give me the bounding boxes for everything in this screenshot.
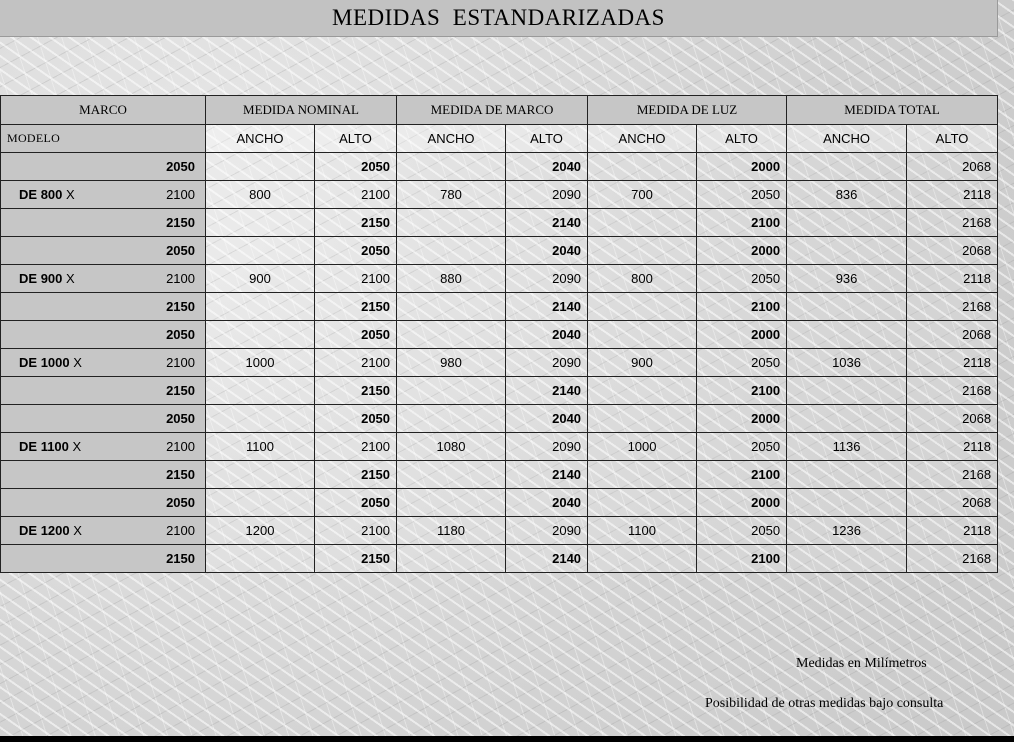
luz-ancho	[588, 461, 697, 489]
luz-ancho	[588, 377, 697, 405]
header-luz-alto: ALTO	[697, 125, 787, 153]
modelo-alto: 2050	[166, 327, 195, 342]
total-ancho	[787, 209, 907, 237]
modelo-cell-content	[1, 209, 205, 236]
marco-alto: 2140	[506, 209, 588, 237]
table-row	[1, 321, 998, 349]
marco-ancho: 880	[397, 265, 506, 293]
group-header-row	[1, 96, 998, 125]
modelo-cell	[1, 265, 206, 293]
table-row	[1, 265, 998, 293]
nominal-alto: 2100	[315, 181, 397, 209]
marco-alto: 2140	[506, 377, 588, 405]
marco-ancho	[397, 405, 506, 433]
luz-ancho: 900	[588, 349, 697, 377]
nominal-ancho: 1100	[206, 433, 315, 461]
total-ancho	[787, 237, 907, 265]
luz-ancho	[588, 405, 697, 433]
modelo-alto: 2050	[166, 411, 195, 426]
modelo-size: 1200	[40, 523, 70, 538]
modelo-alto: 2050	[166, 159, 195, 174]
modelo-alto: 2150	[166, 383, 195, 398]
table-row	[1, 405, 998, 433]
nominal-alto: 2150	[315, 209, 397, 237]
total-ancho	[787, 321, 907, 349]
modelo-cell-content	[1, 153, 205, 180]
header-medida-nominal: MEDIDA NOMINAL	[206, 96, 397, 125]
modelo-cell	[1, 405, 206, 433]
modelo-cell-content	[1, 517, 205, 544]
modelo-cell	[1, 209, 206, 237]
header-total-alto: ALTO	[907, 125, 998, 153]
table-row	[1, 545, 998, 573]
modelo-cell	[1, 237, 206, 265]
marco-alto: 2090	[506, 517, 588, 545]
luz-ancho	[588, 209, 697, 237]
modelo-x: X	[72, 439, 82, 454]
luz-ancho: 1000	[588, 433, 697, 461]
nominal-ancho: 1000	[206, 349, 315, 377]
nominal-alto: 2050	[315, 153, 397, 181]
table-body	[1, 96, 998, 573]
luz-alto: 2050	[697, 517, 787, 545]
luz-alto: 2000	[697, 405, 787, 433]
modelo-cell-content	[1, 237, 205, 264]
total-alto: 2168	[907, 209, 998, 237]
modelo-alto: 2100	[166, 355, 195, 370]
marco-alto: 2090	[506, 265, 588, 293]
modelo-cell-content	[1, 405, 205, 432]
modelo-name	[19, 187, 75, 202]
bottom-bar	[0, 736, 1014, 742]
table-row	[1, 489, 998, 517]
marco-ancho	[397, 321, 506, 349]
table-row	[1, 433, 998, 461]
luz-ancho: 800	[588, 265, 697, 293]
header-medida-de-luz: MEDIDA DE LUZ	[588, 96, 787, 125]
total-alto: 2168	[907, 545, 998, 573]
marco-alto: 2040	[506, 321, 588, 349]
marco-alto: 2090	[506, 433, 588, 461]
nominal-ancho	[206, 545, 315, 573]
marco-ancho: 1180	[397, 517, 506, 545]
table-row	[1, 153, 998, 181]
modelo-cell	[1, 181, 206, 209]
nominal-alto: 2150	[315, 377, 397, 405]
luz-alto: 2100	[697, 209, 787, 237]
nominal-alto: 2100	[315, 517, 397, 545]
total-alto: 2118	[907, 517, 998, 545]
total-alto: 2118	[907, 349, 998, 377]
modelo-cell-content	[1, 265, 205, 292]
modelo-cell	[1, 349, 206, 377]
table-row	[1, 349, 998, 377]
marco-alto: 2040	[506, 237, 588, 265]
modelo-x: X	[73, 355, 82, 370]
luz-alto: 2100	[697, 545, 787, 573]
luz-alto: 2100	[697, 377, 787, 405]
header-medida-total: MEDIDA TOTAL	[787, 96, 998, 125]
nominal-ancho	[206, 209, 315, 237]
modelo-cell	[1, 377, 206, 405]
nominal-alto: 2050	[315, 321, 397, 349]
header-total-ancho: ANCHO	[787, 125, 907, 153]
total-alto: 2068	[907, 321, 998, 349]
header-luz-ancho: ANCHO	[588, 125, 697, 153]
table-row	[1, 377, 998, 405]
nominal-alto: 2150	[315, 293, 397, 321]
modelo-cell-content	[1, 349, 205, 376]
nominal-ancho	[206, 293, 315, 321]
sub-header-row	[1, 125, 998, 153]
modelo-prefix: DE	[19, 355, 38, 370]
total-alto: 2168	[907, 377, 998, 405]
luz-alto: 2000	[697, 237, 787, 265]
modelo-cell-content	[1, 293, 205, 320]
modelo-cell	[1, 489, 206, 517]
total-alto: 2068	[907, 489, 998, 517]
modelo-size: 800	[40, 187, 63, 202]
nominal-ancho: 1200	[206, 517, 315, 545]
modelo-alto: 2050	[166, 495, 195, 510]
modelo-cell	[1, 545, 206, 573]
total-ancho	[787, 461, 907, 489]
modelo-alto: 2150	[166, 215, 195, 230]
nominal-alto: 2100	[315, 349, 397, 377]
marco-alto: 2040	[506, 153, 588, 181]
luz-alto: 2050	[697, 265, 787, 293]
total-ancho: 1036	[787, 349, 907, 377]
page-title: MEDIDAS ESTANDARIZADAS	[332, 5, 665, 30]
marco-ancho	[397, 293, 506, 321]
modelo-name	[19, 523, 82, 538]
marco-ancho	[397, 489, 506, 517]
modelo-alto: 2050	[166, 243, 195, 258]
luz-ancho: 700	[588, 181, 697, 209]
modelo-cell	[1, 293, 206, 321]
total-alto: 2068	[907, 405, 998, 433]
modelo-cell	[1, 153, 206, 181]
nominal-ancho	[206, 461, 315, 489]
modelo-size: 1000	[40, 355, 70, 370]
table-row	[1, 293, 998, 321]
marco-ancho	[397, 377, 506, 405]
total-ancho	[787, 153, 907, 181]
modelo-alto: 2150	[166, 551, 195, 566]
luz-ancho	[588, 153, 697, 181]
luz-ancho	[588, 237, 697, 265]
header-medida-de-marco: MEDIDA DE MARCO	[397, 96, 588, 125]
luz-alto: 2050	[697, 181, 787, 209]
measurements-table	[0, 95, 998, 573]
modelo-prefix: DE	[19, 271, 38, 286]
luz-alto: 2050	[697, 433, 787, 461]
modelo-cell-content	[1, 461, 205, 488]
marco-ancho	[397, 209, 506, 237]
modelo-name	[19, 355, 82, 370]
modelo-prefix: DE	[19, 439, 38, 454]
marco-ancho	[397, 545, 506, 573]
modelo-cell-content	[1, 377, 205, 404]
total-ancho	[787, 293, 907, 321]
header-marco-ancho: ANCHO	[397, 125, 506, 153]
nominal-ancho	[206, 153, 315, 181]
marco-alto: 2140	[506, 461, 588, 489]
luz-ancho	[588, 489, 697, 517]
modelo-alto: 2150	[166, 467, 195, 482]
marco-alto: 2040	[506, 405, 588, 433]
nominal-ancho	[206, 377, 315, 405]
marco-alto: 2140	[506, 293, 588, 321]
nominal-ancho	[206, 405, 315, 433]
modelo-cell-content	[1, 181, 205, 208]
header-modelo: MODELO	[1, 125, 206, 153]
table-row	[1, 517, 998, 545]
total-ancho	[787, 405, 907, 433]
total-ancho: 1236	[787, 517, 907, 545]
luz-alto: 2000	[697, 489, 787, 517]
other-sizes-note: Posibilidad de otras medidas bajo consulta	[705, 696, 944, 711]
units-note: Medidas en Milímetros	[796, 656, 927, 671]
modelo-x: X	[66, 187, 75, 202]
luz-alto: 2000	[697, 321, 787, 349]
marco-alto: 2040	[506, 489, 588, 517]
total-ancho	[787, 545, 907, 573]
header-nominal-alto: ALTO	[315, 125, 397, 153]
marco-alto: 2140	[506, 545, 588, 573]
modelo-cell-content	[1, 489, 205, 516]
total-ancho: 936	[787, 265, 907, 293]
marco-ancho	[397, 461, 506, 489]
nominal-alto: 2050	[315, 489, 397, 517]
marco-ancho: 980	[397, 349, 506, 377]
nominal-ancho: 800	[206, 181, 315, 209]
total-alto: 2118	[907, 265, 998, 293]
luz-alto: 2000	[697, 153, 787, 181]
modelo-alto: 2100	[166, 271, 195, 286]
nominal-ancho	[206, 237, 315, 265]
table-row	[1, 181, 998, 209]
marco-ancho	[397, 237, 506, 265]
nominal-ancho	[206, 489, 315, 517]
total-ancho	[787, 377, 907, 405]
total-alto: 2068	[907, 153, 998, 181]
modelo-cell-content	[1, 321, 205, 348]
nominal-alto: 2100	[315, 265, 397, 293]
luz-ancho: 1100	[588, 517, 697, 545]
modelo-cell-content	[1, 433, 205, 460]
marco-ancho: 1080	[397, 433, 506, 461]
modelo-alto: 2100	[166, 523, 195, 538]
modelo-size: 900	[40, 271, 63, 286]
modelo-alto: 2150	[166, 299, 195, 314]
total-ancho: 1136	[787, 433, 907, 461]
modelo-cell	[1, 461, 206, 489]
header-marco: MARCO	[1, 96, 206, 125]
modelo-alto: 2100	[166, 439, 195, 454]
luz-ancho	[588, 321, 697, 349]
luz-ancho	[588, 545, 697, 573]
nominal-alto: 2050	[315, 405, 397, 433]
marco-alto: 2090	[506, 349, 588, 377]
total-alto: 2168	[907, 461, 998, 489]
modelo-cell	[1, 321, 206, 349]
total-alto: 2068	[907, 237, 998, 265]
modelo-prefix: DE	[19, 523, 38, 538]
marco-ancho: 780	[397, 181, 506, 209]
modelo-name	[19, 439, 81, 454]
luz-alto: 2100	[697, 461, 787, 489]
modelo-x: X	[66, 271, 75, 286]
total-alto: 2168	[907, 293, 998, 321]
total-ancho: 836	[787, 181, 907, 209]
modelo-name	[19, 271, 75, 286]
modelo-cell-content	[1, 545, 205, 572]
table-row	[1, 209, 998, 237]
marco-ancho	[397, 153, 506, 181]
nominal-alto: 2050	[315, 237, 397, 265]
modelo-prefix: DE	[19, 187, 38, 202]
total-alto: 2118	[907, 433, 998, 461]
luz-ancho	[588, 293, 697, 321]
table-row	[1, 237, 998, 265]
modelo-cell	[1, 433, 206, 461]
modelo-cell	[1, 517, 206, 545]
total-alto: 2118	[907, 181, 998, 209]
header-marco-alto: ALTO	[506, 125, 588, 153]
marco-alto: 2090	[506, 181, 588, 209]
luz-alto: 2050	[697, 349, 787, 377]
nominal-alto: 2100	[315, 433, 397, 461]
modelo-x: X	[73, 523, 82, 538]
modelo-alto: 2100	[166, 187, 195, 202]
table-row	[1, 461, 998, 489]
nominal-ancho: 900	[206, 265, 315, 293]
title-bar	[0, 0, 998, 37]
header-nominal-ancho: ANCHO	[206, 125, 315, 153]
modelo-size: 1100	[40, 439, 69, 454]
nominal-ancho	[206, 321, 315, 349]
nominal-alto: 2150	[315, 545, 397, 573]
luz-alto: 2100	[697, 293, 787, 321]
nominal-alto: 2150	[315, 461, 397, 489]
total-ancho	[787, 489, 907, 517]
